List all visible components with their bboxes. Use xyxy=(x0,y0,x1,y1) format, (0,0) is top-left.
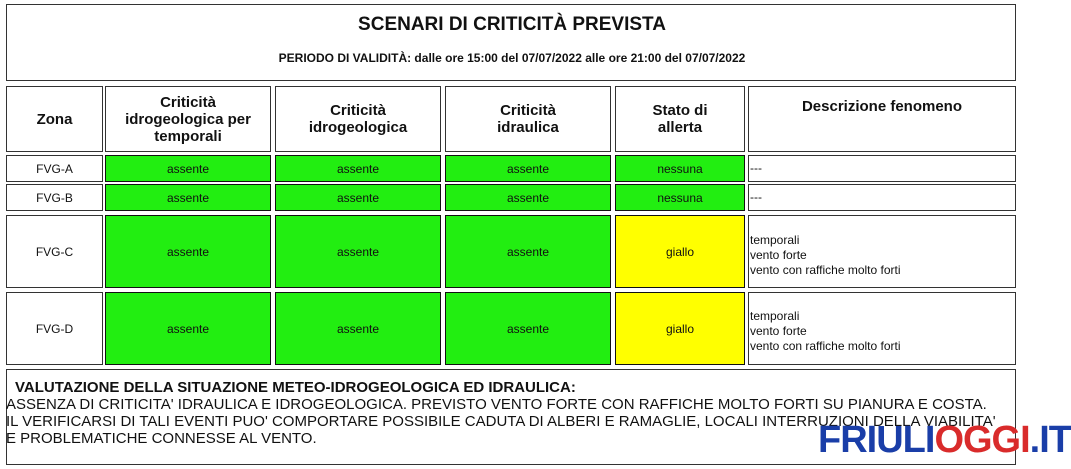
cell-idrogeologica: assente xyxy=(275,292,441,365)
cell-temporali: assente xyxy=(105,184,271,211)
cell-descrizione: temporali vento forte vento con raffiche molto forti xyxy=(750,308,901,353)
logo-part-it: .IT xyxy=(1029,419,1071,461)
zone-label: FVG-B xyxy=(36,190,73,205)
zone-label: FVG-C xyxy=(35,244,74,259)
valutazione-text: ASSENZA DI CRITICITA' IDRAULICA E IDROGEOLOGICA. PREVISTO VENTO FORTE CON RAFFICHE MOLTO FORTI SU PIANURA E COSTA. IL VERIFICARSI DI TALI EVENTI PUO' COMPORTARE POSSIBILE CADUTA DI ALBERI E RAMAGLIE, LOCALI INTERRUZIONI DELLA VIABILITA' E PROBLEMATICHE CONNESSE AL VENTO. xyxy=(6,396,996,447)
validity-period: PERIODO DI VALIDITÀ: dalle ore 15:00 del 07/07/2022 alle ore 21:00 del 07/07/2022 xyxy=(278,51,746,65)
cell-idraulica: assente xyxy=(445,215,611,288)
valutazione-title: VALUTAZIONE DELLA SITUAZIONE METEO-IDROGEOLOGICA ED IDRAULICA: xyxy=(15,379,576,396)
zone-label: FVG-D xyxy=(35,321,74,336)
header-idrogeologica: Criticità idrogeologica xyxy=(308,102,408,136)
cell-temporali: assente xyxy=(105,155,271,182)
logo-part-oggi: OGGI xyxy=(934,419,1030,461)
cell-temporali: assente xyxy=(105,292,271,365)
cell-temporali: assente xyxy=(105,215,271,288)
zone-label: FVG-A xyxy=(36,161,73,176)
header-idraulica: Criticità idraulica xyxy=(497,102,559,136)
header-descrizione: Descrizione fenomeno xyxy=(801,97,963,115)
cell-idraulica: assente xyxy=(445,155,611,182)
header-zona: Zona xyxy=(36,110,73,128)
cell-stato: giallo xyxy=(615,215,745,288)
cell-idrogeologica: assente xyxy=(275,184,441,211)
cell-stato: giallo xyxy=(615,292,745,365)
cell-descrizione: --- xyxy=(750,190,762,204)
cell-idraulica: assente xyxy=(445,184,611,211)
friulioggi-logo xyxy=(818,420,1071,460)
page-title: SCENARI DI CRITICITÀ PREVISTA xyxy=(358,14,666,35)
header-stato: Stato di allerta xyxy=(652,102,708,136)
cell-idrogeologica: assente xyxy=(275,155,441,182)
logo-part-friuli: FRIULI xyxy=(818,419,935,461)
cell-descrizione: --- xyxy=(750,161,762,175)
cell-descrizione: temporali vento forte vento con raffiche molto forti xyxy=(750,232,901,277)
header-temporali: Criticità idrogeologica per temporali xyxy=(125,93,251,145)
cell-idraulica: assente xyxy=(445,292,611,365)
cell-idrogeologica: assente xyxy=(275,215,441,288)
cell-stato: nessuna xyxy=(615,184,745,211)
cell-stato: nessuna xyxy=(615,155,745,182)
